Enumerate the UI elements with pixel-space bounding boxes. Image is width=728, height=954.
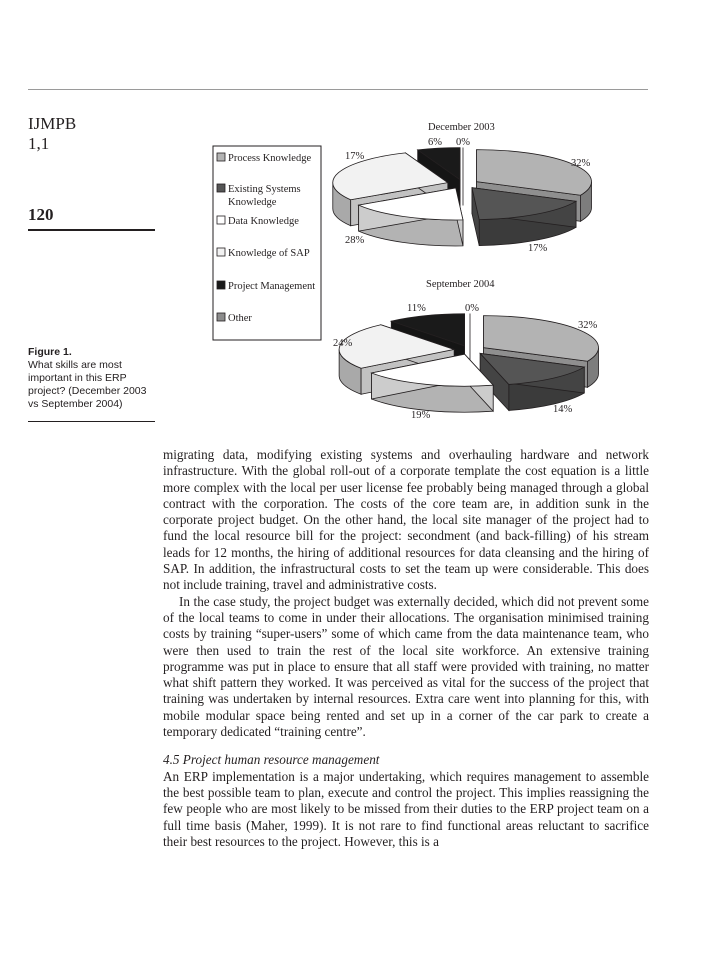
legend-swatch: [217, 153, 225, 161]
paragraph: In the case study, the project budget was externally decided, which did not prevent some of the local teams to come in under their allocations. The organisation minimised training costs by training “super-users” some of which came from the data maintenance team, who were then used to train the rest of the local site workforce. An extensive training programme was put in place to ensure that all staff were provided with training, no matter what shift pattern they worked. It was perceived as vital for the success of the project that training was undertaken by internal resources. Extra care went into planning for this, with mobile modular space being rented and set up in a corner of the car park to create a temporary dedicated “training centre”.: [163, 593, 649, 740]
legend-swatch: [217, 281, 225, 289]
legend-swatch: [217, 184, 225, 192]
legend-label: [228, 313, 252, 324]
pie-data-label: 6%: [428, 137, 442, 148]
pie-chart-title: September 2004: [426, 279, 495, 290]
pie-chart-title: December 2003: [428, 122, 495, 133]
legend-label: [228, 153, 311, 164]
body-text: [163, 447, 649, 850]
chart-legend: [213, 146, 321, 340]
legend-label-line: Project Management: [228, 281, 316, 292]
legend-label-line: Other: [228, 313, 252, 324]
pie-data-label: 0%: [456, 137, 470, 148]
pie-data-label: 14%: [553, 404, 573, 415]
pie-data-label: 32%: [578, 320, 598, 331]
pie-data-label: 11%: [407, 303, 426, 314]
journal-name: IJMPB: [28, 114, 77, 133]
pie-data-label: 24%: [333, 338, 353, 349]
pie-charts-figure: [0, 0, 728, 440]
figure-caption-text: What skills are most important in this ERP project? (December 2003 vs September 2004): [28, 359, 147, 410]
pie-data-label: 28%: [345, 235, 365, 246]
section-heading: 4.5 Project human resource management: [163, 752, 380, 768]
pie-data-label: 19%: [411, 410, 431, 421]
legend-label-line: Process Knowledge: [228, 153, 312, 164]
pie-data-label: 32%: [571, 158, 591, 169]
paragraph: An ERP implementation is a major undertaking, which requires management to assemble the best possible team to plan, execute and control the project. This implies reassigning the few people who are most likely to be missed from their duties to the ERP project team on a full time basis (Maher, 1999). It is not rare to find functional areas reluctant to sacrifice their best resources to the project. However, this is a: [163, 768, 649, 849]
legend-label-line: Existing Systems: [228, 184, 301, 195]
legend-label-line: Knowledge of SAP: [228, 248, 310, 259]
legend-swatch: [217, 313, 225, 321]
legend-swatch: [217, 216, 225, 224]
page-number: 120: [28, 205, 54, 224]
legend-swatch: [217, 248, 225, 256]
paragraph: migrating data, modifying existing systems and overhauling hardware and network infrastructure. With the global roll-out of a corporate template the cost equation is a little more complex with the local per user license fee probably being managed through a global contract with the corporation. The costs of the core team are, in addition sunk in the corporate project budget. On the other hand, the local site manager of the project had to fund the local resource bill for the project: secondment (and back-filling) of his stream leads for 12 months, the hiring of additional resources for data cleansing and the hiring of SAP. In addition, the infrastructural costs to set the team up were considerable. This does not include training, travel and administrative costs.: [163, 447, 649, 593]
pie-data-label: 0%: [465, 303, 479, 314]
legend-label-line: Knowledge: [228, 197, 277, 208]
legend-label: [228, 248, 310, 259]
legend-box: [213, 146, 321, 340]
figure-label: Figure 1.: [28, 346, 72, 358]
legend-label-line: Data Knowledge: [228, 216, 299, 227]
pie-data-label: 17%: [345, 151, 365, 162]
pie-chart-2: [339, 314, 598, 413]
pie-data-label: 17%: [528, 243, 548, 254]
legend-label: [228, 216, 299, 227]
legend-label: [228, 281, 315, 292]
pie-chart-1: [333, 148, 592, 246]
journal-volume: 1,1: [28, 134, 50, 153]
